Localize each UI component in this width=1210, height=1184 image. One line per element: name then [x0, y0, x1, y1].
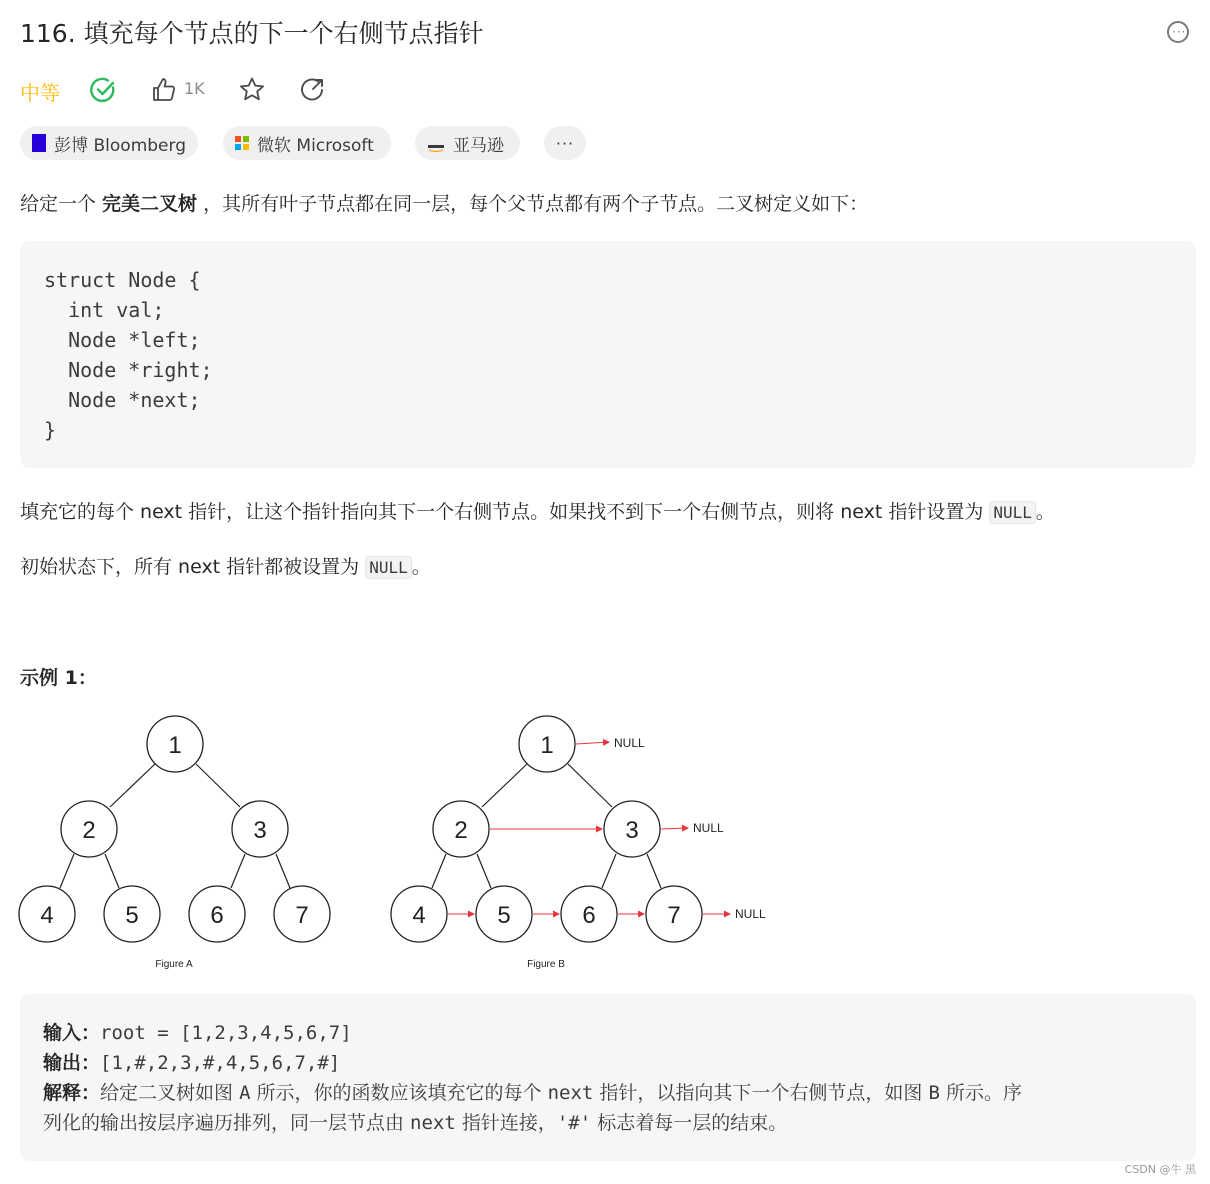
node-label: 1	[168, 732, 182, 759]
example-input	[43, 1018, 1173, 1048]
next-arrow	[661, 828, 688, 829]
favorite-button[interactable]	[236, 74, 268, 106]
text-segment: next	[547, 1082, 594, 1104]
bold-term: 完美二叉树	[102, 193, 198, 215]
text-segment: 给定二叉树如图	[100, 1082, 240, 1104]
text-segment: next	[410, 1112, 456, 1134]
input-value: root = [1,2,3,4,5,6,7]	[100, 1022, 352, 1044]
example-title: 示例 1：	[20, 667, 97, 689]
difficulty-badge: 中等	[20, 81, 60, 105]
text-segment: 指针连接，	[455, 1112, 557, 1134]
ellipsis-icon: ···	[1172, 25, 1187, 39]
text-segment: 列化的输出按层序遍历排列，同一层节点由	[43, 1112, 411, 1134]
star-icon	[236, 74, 268, 106]
text-segment: 指针，以指向其下一个右侧节点，如图	[593, 1082, 929, 1104]
figure-a-caption: Figure A	[155, 959, 193, 970]
inline-code: NULL	[365, 556, 412, 579]
node-label: 3	[625, 817, 639, 844]
example-figure	[0, 705, 800, 980]
null-label: NULL	[693, 821, 724, 835]
node-label: 1	[540, 732, 554, 759]
description-paragraph-3	[20, 552, 431, 579]
solved-check-icon	[88, 74, 120, 106]
node-label: 5	[125, 902, 139, 929]
share-icon	[296, 74, 328, 106]
text-segment: A	[239, 1082, 251, 1104]
example-io-block	[20, 994, 1196, 1161]
text-segment: 初始状态下，所有 next 指针都被设置为	[20, 556, 366, 578]
example-output	[43, 1048, 1173, 1078]
input-label: 输入：	[43, 1022, 101, 1044]
null-label: NULL	[614, 736, 645, 750]
text-segment: '#'	[556, 1112, 592, 1134]
node-label: 5	[497, 902, 511, 929]
text-segment: 。	[1035, 501, 1055, 523]
text-segment: 。	[411, 556, 431, 578]
example-explanation-2	[43, 1108, 1173, 1138]
null-label: NULL	[735, 907, 766, 921]
ellipsis-icon: ···	[555, 133, 575, 153]
output-label: 输出：	[43, 1052, 101, 1074]
tag-more-button[interactable]	[544, 126, 586, 160]
node-label: 6	[582, 902, 596, 929]
tag-amazon[interactable]	[415, 126, 520, 160]
text-segment: 所示，你的函数应该填充它的每个	[250, 1082, 548, 1104]
watermark: CSDN @牛 黑	[1124, 1163, 1196, 1176]
share-button[interactable]	[296, 74, 328, 106]
problem-title: 116. 填充每个节点的下一个右侧节点指针	[20, 19, 484, 48]
node-label: 2	[454, 817, 468, 844]
text-segment: 所示。序	[939, 1082, 1022, 1104]
explain-label: 解释：	[43, 1082, 101, 1104]
bloomberg-logo-icon	[32, 134, 46, 152]
figure-b-caption: Figure B	[527, 959, 565, 970]
node-label: 7	[667, 902, 681, 929]
thumbs-up-icon	[148, 74, 180, 106]
tag-label: 微软 Microsoft	[257, 135, 374, 156]
output-value: [1,#,2,3,#,4,5,6,7,#]	[100, 1052, 341, 1074]
next-arrow	[576, 742, 609, 744]
node-struct-code: struct Node { int val; Node *left; Node *right; Node *next; }	[44, 268, 213, 442]
text-segment: 标志着每一层的结束。	[591, 1112, 788, 1134]
tag-bloomberg[interactable]	[20, 126, 198, 160]
tag-label: 亚马逊	[453, 135, 504, 156]
node-label: 4	[412, 902, 426, 929]
tag-label: 彭博 Bloomberg	[54, 135, 186, 156]
inline-code: NULL	[989, 501, 1036, 524]
example-explanation-1	[43, 1078, 1173, 1108]
node-label: 7	[295, 902, 309, 929]
more-options-button[interactable]	[1167, 21, 1189, 43]
node-label: 2	[82, 817, 96, 844]
like-button[interactable]	[148, 74, 180, 106]
node-label: 4	[40, 902, 54, 929]
text-segment: B	[928, 1082, 940, 1104]
node-label: 6	[210, 902, 224, 929]
text-segment: ，其所有叶子节点都在同一层，每个父节点都有两个子节点。二叉树定义如下：	[197, 193, 869, 215]
text-segment: 填充它的每个 next 指针，让这个指针指向其下一个右侧节点。如果找不到下一个右侧节点，则将 next 指针设置为	[20, 501, 990, 523]
code-block	[20, 241, 1196, 468]
microsoft-logo-icon	[235, 136, 249, 150]
tag-microsoft[interactable]	[223, 126, 391, 160]
description-paragraph-2	[20, 497, 1055, 524]
description-paragraph-1	[20, 189, 868, 216]
amazon-logo-icon	[427, 138, 445, 148]
node-label: 3	[253, 817, 267, 844]
text-segment: 给定一个	[20, 193, 103, 215]
like-count: 1K	[184, 79, 205, 98]
